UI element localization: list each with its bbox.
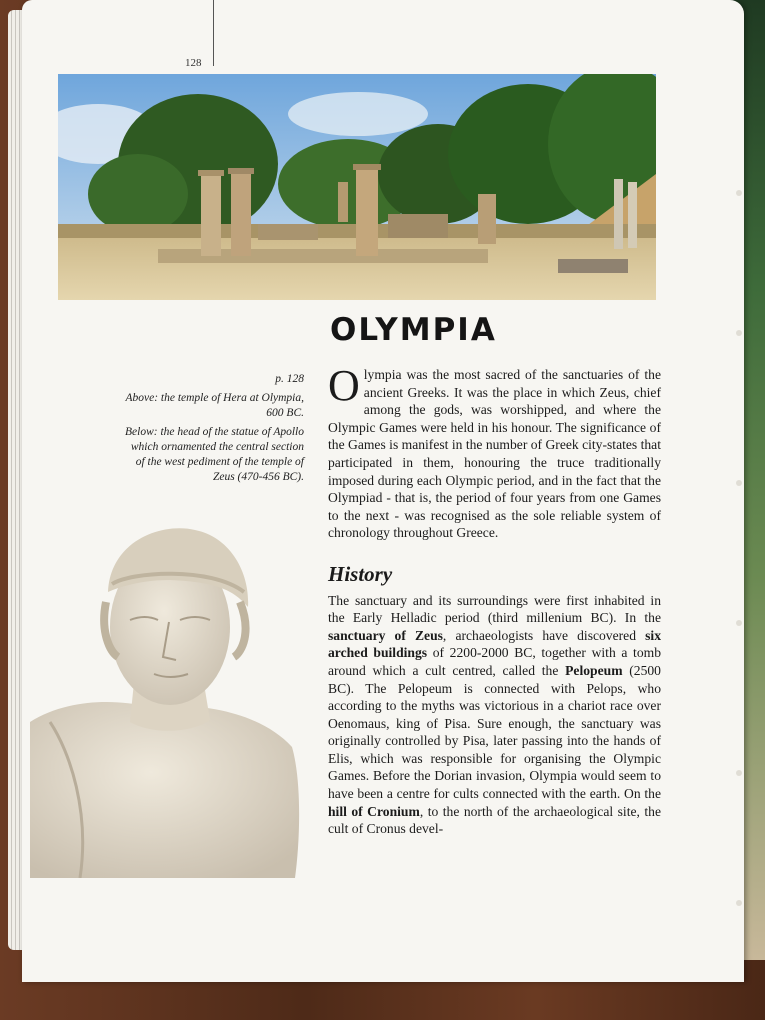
history-text-4: (2500 BC). The Pelopeum is connected with Pelops, who according to the myths was victorious in a chariot race over Oenomaus, king of Pisa. Sure enough, the sanctuary was originally controlled by Pisa, later passing into the hands of Elis, which was responsible for organising the Olympic Games. Before the Dorian invasion, Olympia would seem to have been a centre for cults connected with the earth. On the <box>328 662 661 802</box>
article-body <box>328 361 661 838</box>
photo-caption <box>120 372 304 489</box>
binding-hole <box>736 900 742 906</box>
history-text-3: of 2200-2000 BC, together with a tomb around which a cult centred, called the <box>328 645 661 678</box>
binding-hole <box>736 620 742 626</box>
history-bold-2: six arched buildings <box>328 627 661 661</box>
page-title: OLYMPIA <box>330 312 497 348</box>
binding-hole <box>736 190 742 196</box>
intro-text: lympia was the most sacred of the sanctuaries of the ancient Greeks. It was the place in which Zeus, chief among the gods, was worshipped, and where the Olympic Games were held in his honour. The significance of the Games is manifest in the number of Greek city-states that participated in them, honouring the truce traditionally imposed during each Olympic period, and in the fact that the Olympiad - that is, the period of four years from one Games to the next - was recognised as the sole reliable system of chronology throughout Greece. <box>328 367 661 541</box>
caption-above: Above: the temple of Hera at Olympia, 600 BC. <box>125 392 304 419</box>
caption-page-ref: p. 128 <box>275 373 304 385</box>
history-text-2: , archaeologists have discovered <box>442 627 646 643</box>
history-bold-3: Pelopeum <box>565 662 623 678</box>
history-text-1: The sanctuary and its surroundings were first inhabited in the Early Helladic period (third millenium BC). In the <box>328 592 661 626</box>
binding-hole <box>736 770 742 776</box>
history-paragraph <box>328 592 661 838</box>
history-heading: History <box>328 561 393 586</box>
history-bold-4: hill of Cronium <box>328 803 420 819</box>
binding-hole <box>736 330 742 336</box>
intro-paragraph <box>328 361 661 542</box>
binding-hole <box>736 480 742 486</box>
page-rule <box>213 0 214 66</box>
apollo-statue-image <box>30 522 302 878</box>
history-text-5: , to the north of the archaeological site, the cult of Cronus devel- <box>328 803 661 837</box>
temple-of-hera-photo <box>58 74 656 300</box>
history-bold-1: sanctuary of Zeus <box>328 627 443 643</box>
drop-cap: O <box>328 361 360 410</box>
page-number: 128 <box>185 57 202 69</box>
caption-below: Below: the head of the statue of Apollo which ornamented the central section of the west pediment of the temple of Zeus (470-456 BC). <box>125 426 304 483</box>
